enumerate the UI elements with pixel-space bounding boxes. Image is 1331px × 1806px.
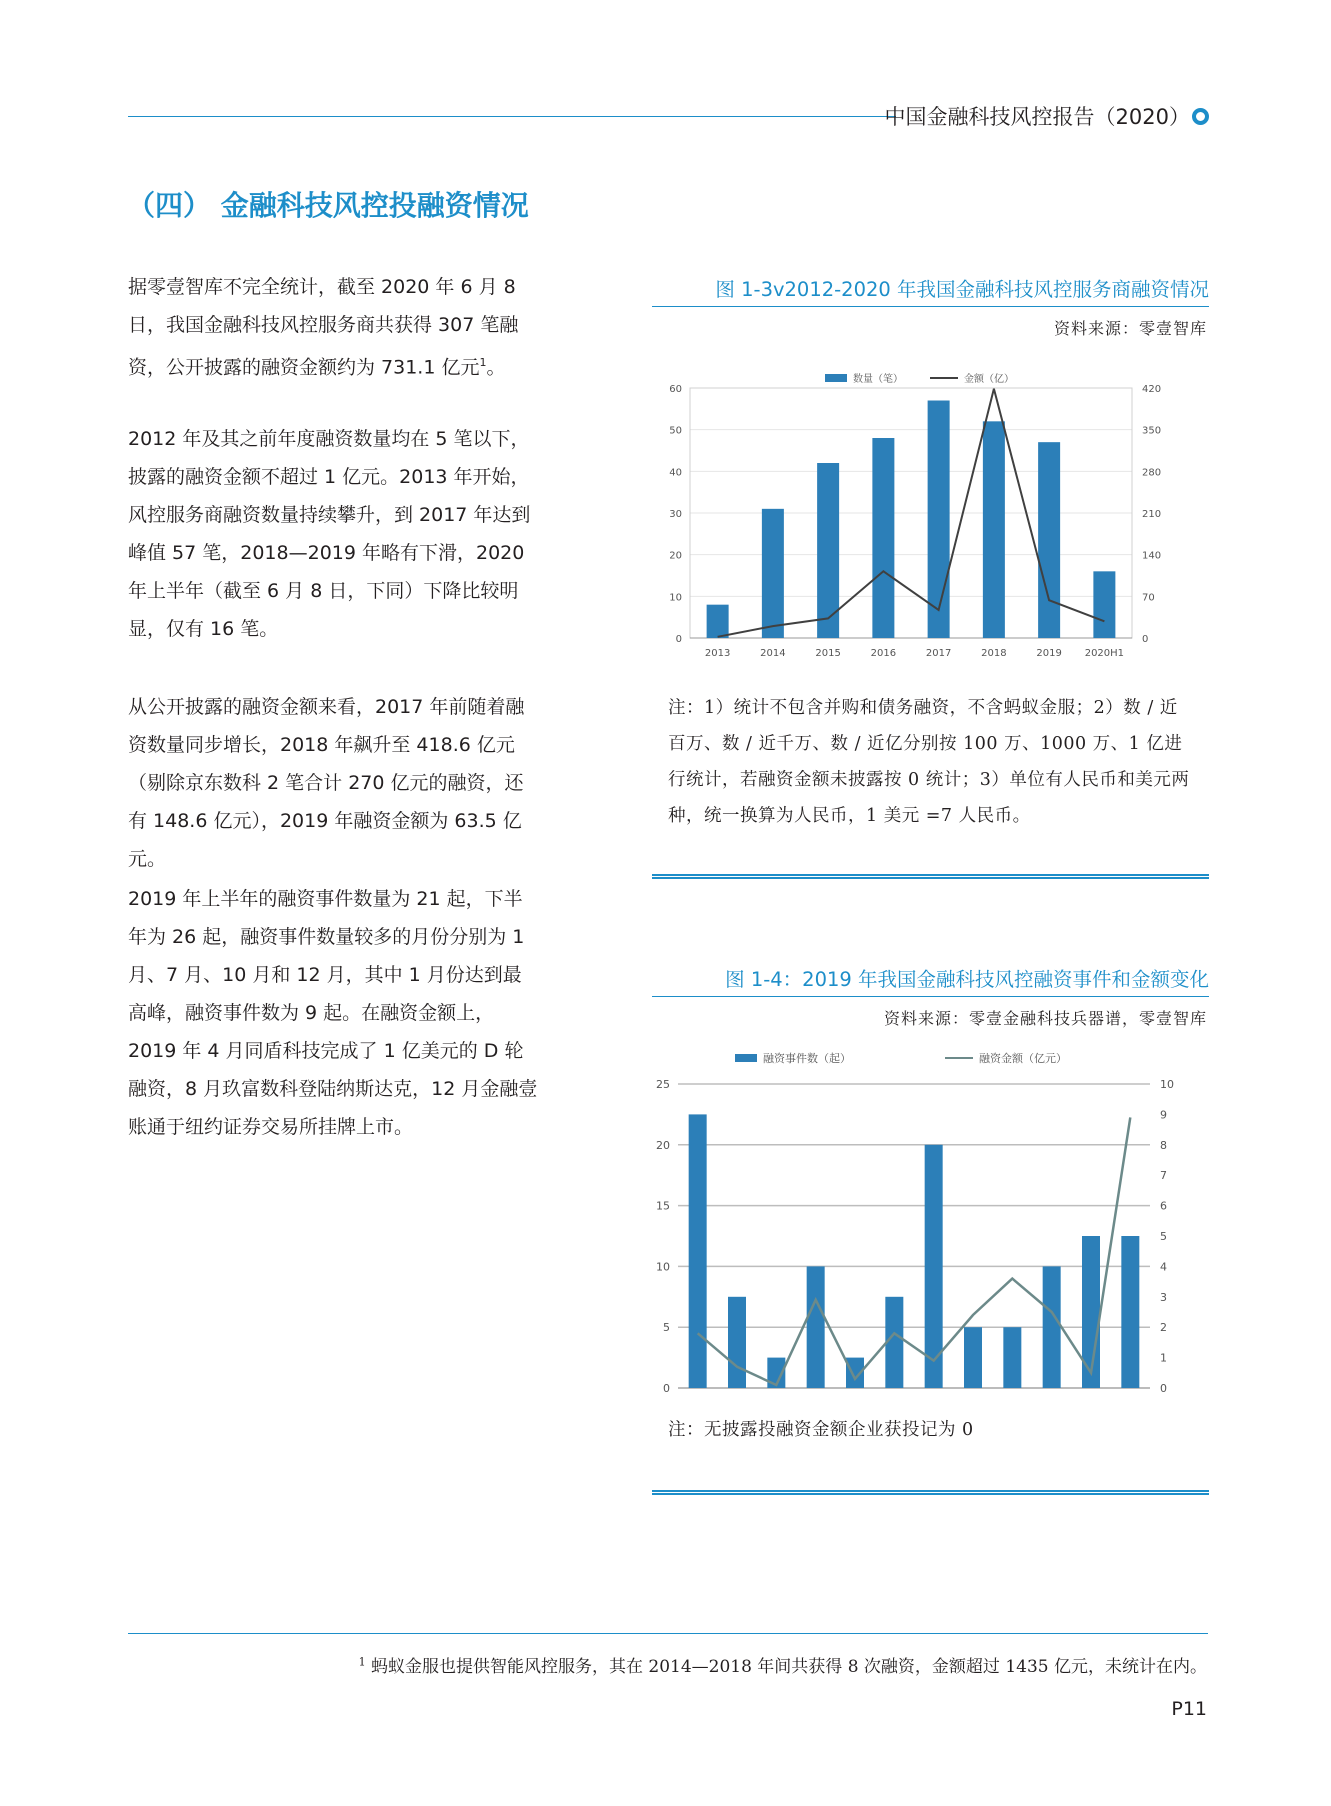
y-left-tick-label: 0 xyxy=(663,1382,670,1395)
y-left-tick-label: 50 xyxy=(669,425,682,437)
figure-2-source: 资料来源：零壹金融科技兵器谱，零壹智库 xyxy=(883,1009,1207,1028)
paragraph-4-text: 2019 年上半年的融资事件数量为 21 起，下半年为 26 起，融资事件数量较多的月份分别为 1 月、7 月、10 月和 12 月，其中 1 月份达到最高峰，融资事件数为 9 起。在融资金额上，2019 年 4 月同盾科技完成了 1 亿美元的 D 轮融资，8 月玖富数科登陆纳斯达克，12 月金融壹账通于纽约证券交易所挂牌上市。 xyxy=(128,888,538,1138)
y-left-tick-label: 30 xyxy=(669,509,682,520)
figure-2-rule xyxy=(652,996,1209,997)
y-left-tick-label: 10 xyxy=(656,1260,670,1274)
legend-line-label: 融资金额（亿元） xyxy=(979,1052,1067,1065)
paragraph-3-text: 从公开披露的融资金额来看，2017 年前随着融资数量同步增长，2018 年飙升至 418.6 亿元（剔除京东数科 2 笔合计 270 亿元的融资，还有 148.6 亿元），2019 年融资金额为 63.5 亿元。 xyxy=(128,696,525,870)
y-left-tick-label: 40 xyxy=(669,467,682,479)
chart-financing-2019-monthly xyxy=(640,1050,1208,1400)
figure-2-note-text: 注：无披露投融资金额企业获投记为 0 xyxy=(668,1420,974,1440)
y-left-tick-label: 20 xyxy=(656,1138,670,1152)
bar xyxy=(728,1297,746,1388)
x-tick-label: 2018 xyxy=(981,648,1007,659)
y-right-tick-label: 210 xyxy=(1142,509,1162,520)
footnote-ref: 1 xyxy=(479,356,487,369)
header-ring-icon xyxy=(1192,108,1209,125)
bar xyxy=(983,421,1005,638)
figure-2-title: 图 1-4：2019 年我国金融科技风控融资事件和金额变化 xyxy=(725,968,1209,991)
bar xyxy=(1121,1236,1139,1388)
bar xyxy=(1038,442,1060,638)
y-right-tick-label: 350 xyxy=(1142,425,1162,437)
bar xyxy=(964,1327,982,1388)
y-right-tick-label: 3 xyxy=(1160,1290,1167,1304)
y-right-tick-label: 140 xyxy=(1142,550,1162,562)
paragraph-4 xyxy=(128,880,538,1146)
series-line xyxy=(698,1117,1131,1385)
x-tick-label: 2015 xyxy=(815,648,841,659)
footnote-text: 蚂蚁金服也提供智能风控服务，其在 2014—2018 年间共获得 8 次融资，金额超过 1435 亿元，未统计在内。 xyxy=(370,1657,1207,1677)
paragraph-2-text: 2012 年及其之前年度融资数量均在 5 笔以下，披露的融资金额不超过 1 亿元。2013 年开始，风控服务商融资数量持续攀升，到 2017 年达到峰值 57 笔，2018—2019 年略有下滑，2020 年上半年（截至 6 月 8 日，下同）下降比较明显，仅有 16 笔。 xyxy=(128,428,531,640)
y-right-tick-label: 7 xyxy=(1160,1169,1167,1183)
bar xyxy=(707,605,729,638)
bar xyxy=(1003,1327,1021,1388)
bar xyxy=(1093,571,1115,638)
x-tick-label: 2013 xyxy=(704,648,731,659)
header-rule xyxy=(128,116,896,117)
x-tick-label: 2020H1 xyxy=(1084,648,1125,659)
legend-bar-swatch xyxy=(825,374,847,382)
bar xyxy=(928,401,950,639)
figure-1-bottom-rule xyxy=(652,874,1209,879)
y-right-tick-label: 280 xyxy=(1142,467,1162,479)
x-tick-label: 2019 xyxy=(1036,648,1062,659)
header-title: 中国金融科技风控报告（2020） xyxy=(884,105,1190,129)
paragraph-1-end: 。 xyxy=(486,356,506,379)
figure-1-source: 资料来源：零壹智库 xyxy=(1053,319,1207,338)
y-right-tick-label: 10 xyxy=(1160,1078,1174,1091)
bar xyxy=(689,1114,707,1388)
y-right-tick-label: 5 xyxy=(1160,1230,1167,1243)
y-left-tick-label: 25 xyxy=(656,1078,670,1091)
footnote xyxy=(359,1652,1207,1677)
page-number: P11 xyxy=(1171,1698,1207,1720)
bar xyxy=(807,1266,825,1388)
footnote-marker: 1 xyxy=(358,1655,366,1669)
legend-bar-label: 融资事件数（起） xyxy=(763,1052,851,1065)
y-right-tick-label: 8 xyxy=(1160,1138,1167,1152)
x-tick-label: 2014 xyxy=(760,648,786,659)
x-tick-label: 2016 xyxy=(870,648,897,659)
y-left-tick-label: 5 xyxy=(663,1321,670,1335)
figure-2-bottom-rule xyxy=(652,1490,1209,1495)
bar xyxy=(1043,1266,1061,1388)
figure-2-note xyxy=(668,1412,1190,1448)
figure-1-title: 图 1-3v2012-2020 年我国金融科技风控服务商融资情况 xyxy=(715,278,1209,301)
y-right-tick-label: 9 xyxy=(1160,1108,1167,1122)
y-right-tick-label: 0 xyxy=(1142,634,1149,645)
bar xyxy=(762,509,784,638)
figure-1-note xyxy=(668,690,1190,834)
y-right-tick-label: 1 xyxy=(1160,1351,1167,1365)
paragraph-3 xyxy=(128,688,538,878)
paragraph-1 xyxy=(128,268,538,386)
section-title: （四） 金融科技风控投融资情况 xyxy=(127,189,529,222)
bar xyxy=(872,438,894,638)
y-right-tick-label: 420 xyxy=(1142,384,1162,395)
legend-bar-swatch xyxy=(735,1054,757,1062)
y-left-tick-label: 60 xyxy=(669,384,682,395)
figure-1-note-text: 注：1）统计不包含并购和债务融资，不含蚂蚁金服；2）数 / 近百万、数 / 近千万、数 / 近亿分别按 100 万、1000 万、1 亿进行统计，若融资金额未披露按 0 统计；3）单位有人民币和美元两种，统一换算为人民币，1 美元 =7 人民币。 xyxy=(668,698,1190,826)
y-left-tick-label: 15 xyxy=(656,1199,670,1213)
y-right-tick-label: 70 xyxy=(1142,592,1155,604)
figure-1-rule xyxy=(652,306,1209,307)
x-tick-label: 2017 xyxy=(925,648,952,659)
legend-line-label: 金额（亿） xyxy=(964,374,1014,385)
y-left-tick-label: 0 xyxy=(675,634,682,645)
y-right-tick-label: 0 xyxy=(1160,1382,1167,1395)
y-left-tick-label: 20 xyxy=(669,550,682,562)
y-right-tick-label: 6 xyxy=(1160,1199,1167,1213)
y-right-tick-label: 4 xyxy=(1160,1260,1167,1274)
paragraph-2 xyxy=(128,420,538,648)
y-left-tick-label: 10 xyxy=(669,592,682,604)
footnote-rule xyxy=(128,1633,1208,1634)
legend-bar-label: 数量（笔） xyxy=(853,374,903,385)
y-right-tick-label: 2 xyxy=(1160,1321,1167,1335)
paragraph-1-text: 据零壹智库不完全统计，截至 2020 年 6 月 8 日，我国金融科技风控服务商共获得 307 笔融资，公开披露的融资金额约为 731.1 亿元 xyxy=(128,276,519,379)
chart-financing-2013-2020 xyxy=(640,372,1208,662)
